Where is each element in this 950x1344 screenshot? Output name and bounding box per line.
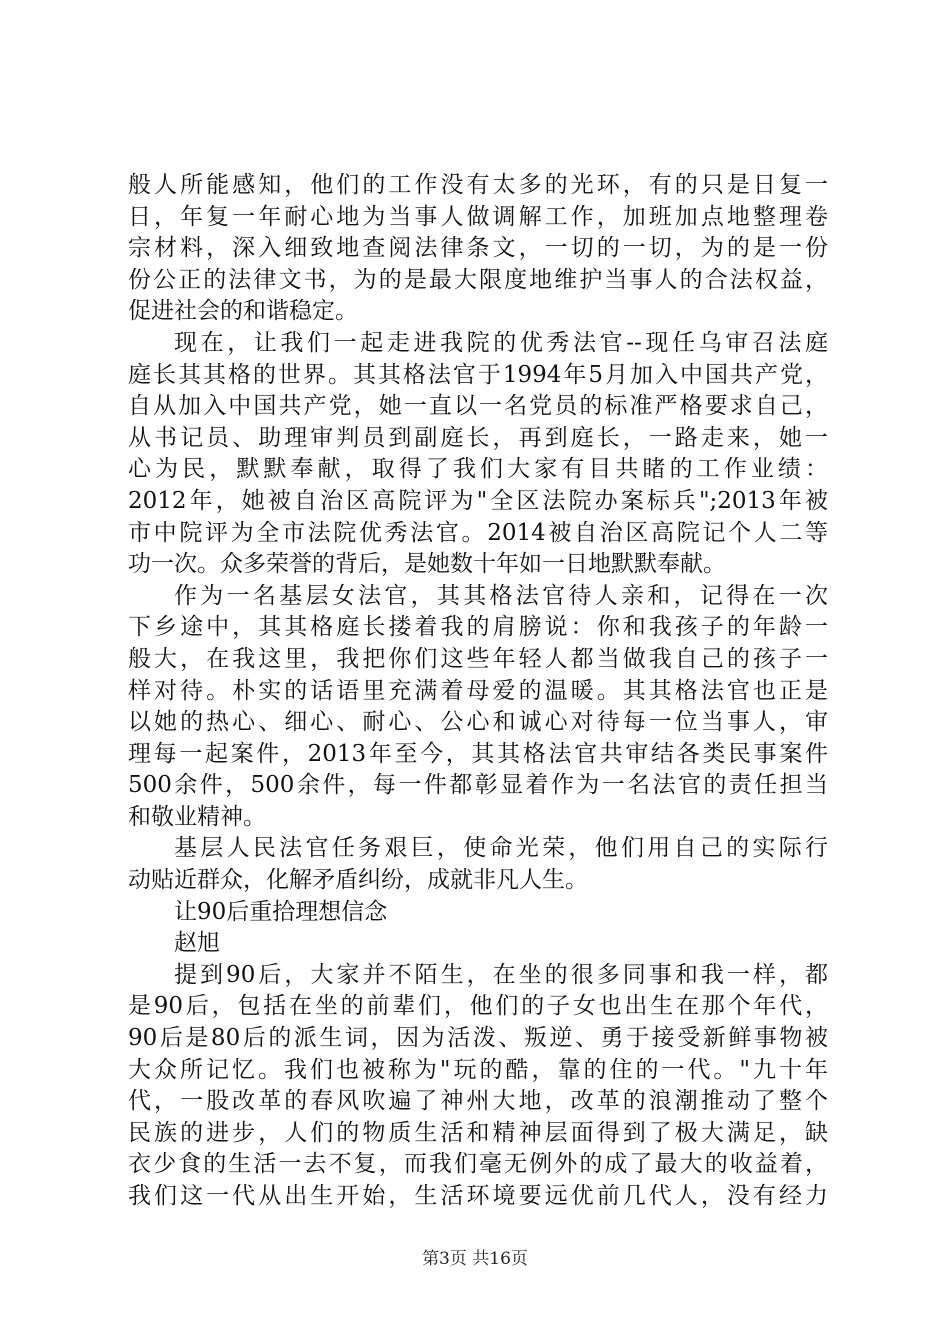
text-line: 般大，在我这里，我把你们这些年轻人都当做我自己的孩子一 bbox=[128, 645, 828, 672]
text-line: 民族的进步，人们的物质生活和精神层面得到了极大满足，缺 bbox=[128, 1119, 828, 1146]
text-line: 作为一名基层女法官，其其格法官待人亲和，记得在一次 bbox=[174, 582, 828, 609]
text-line: 心为民，默默奉献，取得了我们大家有目共睹的工作业绩： bbox=[128, 456, 828, 483]
text-line: 2012年，她被自治区高院评为"全区法院办案标兵";2013年被 bbox=[128, 487, 828, 514]
text-line: 和敬业精神。 bbox=[128, 803, 266, 830]
text-line: 宗材料，深入细致地查阅法律条文，一切的一切，为的是一份 bbox=[128, 235, 828, 262]
text-line: 基层人民法官任务艰巨，使命光荣，他们用自己的实际行 bbox=[174, 835, 828, 862]
document-body bbox=[128, 170, 828, 1213]
text-line: 功一次。众多荣誉的背后，是她数十年如一日地默默奉献。 bbox=[128, 551, 726, 578]
text-line: 份公正的法律文书，为的是最大限度地维护当事人的合法权益， bbox=[128, 266, 828, 293]
text-line: 衣少食的生活一去不复，而我们毫无例外的成了最大的收益着， bbox=[128, 1151, 828, 1178]
text-line: 促进社会的和谐稳定。 bbox=[128, 298, 358, 325]
text-line: 现在，让我们一起走进我院的优秀法官--现任乌审召法庭 bbox=[174, 329, 828, 356]
text-line: 是90后，包括在坐的前辈们，他们的子女也出生在那个年代， bbox=[128, 993, 828, 1020]
text-line: 样对待。朴实的话语里充满着母爱的温暖。其其格法官也正是 bbox=[128, 677, 828, 704]
text-line: 提到90后，大家并不陌生，在坐的很多同事和我一样，都 bbox=[174, 961, 828, 988]
text-line: 般人所能感知，他们的工作没有太多的光环，有的只是日复一 bbox=[128, 172, 828, 198]
text-line: 以她的热心、细心、耐心、公心和诚心对待每一位当事人，审 bbox=[128, 709, 828, 736]
text-line: 下乡途中，其其格庭长搂着我的肩膀说：你和我孩子的年龄一 bbox=[128, 614, 828, 641]
text-line: 市中院评为全市法院优秀法官。2014被自治区高院记个人二等 bbox=[128, 519, 828, 546]
text-line: 庭长其其格的世界。其其格法官于1994年5月加入中国共产党， bbox=[128, 361, 828, 388]
text-line: 500余件，500余件，每一件都彰显着作为一名法官的责任担当 bbox=[128, 772, 828, 799]
text-line: 代，一股改革的春风吹遍了神州大地，改革的浪潮推动了整个 bbox=[128, 1088, 828, 1115]
text-line: 我们这一代从出生开始，生活环境要远优前几代人，没有经力 bbox=[128, 1183, 828, 1209]
text-line: 大众所记忆。我们也被称为"玩的酷，靠的住的一代。"九十年 bbox=[128, 1056, 828, 1083]
text-line: 动贴近群众，化解矛盾纠纷，成就非凡人生。 bbox=[128, 867, 588, 894]
text-line: 日，年复一年耐心地为当事人做调解工作，加班加点地整理卷 bbox=[128, 203, 828, 230]
text-line: 90后是80后的派生词，因为活泼、叛逆、勇于接受新鲜事物被 bbox=[128, 1025, 828, 1052]
text-line: 从书记员、助理审判员到副庭长，再到庭长，一路走来，她一 bbox=[128, 424, 828, 451]
text-line: 赵旭 bbox=[174, 930, 220, 957]
text-line: 让90后重拾理想信念 bbox=[174, 898, 388, 925]
page-footer: 第3页 共16页 bbox=[422, 1249, 528, 1269]
text-line: 理每一起案件，2013年至今，其其格法官共审结各类民事案件 bbox=[128, 740, 828, 767]
text-line: 自从加入中国共产党，她一直以一名党员的标准严格要求自己， bbox=[128, 393, 828, 420]
